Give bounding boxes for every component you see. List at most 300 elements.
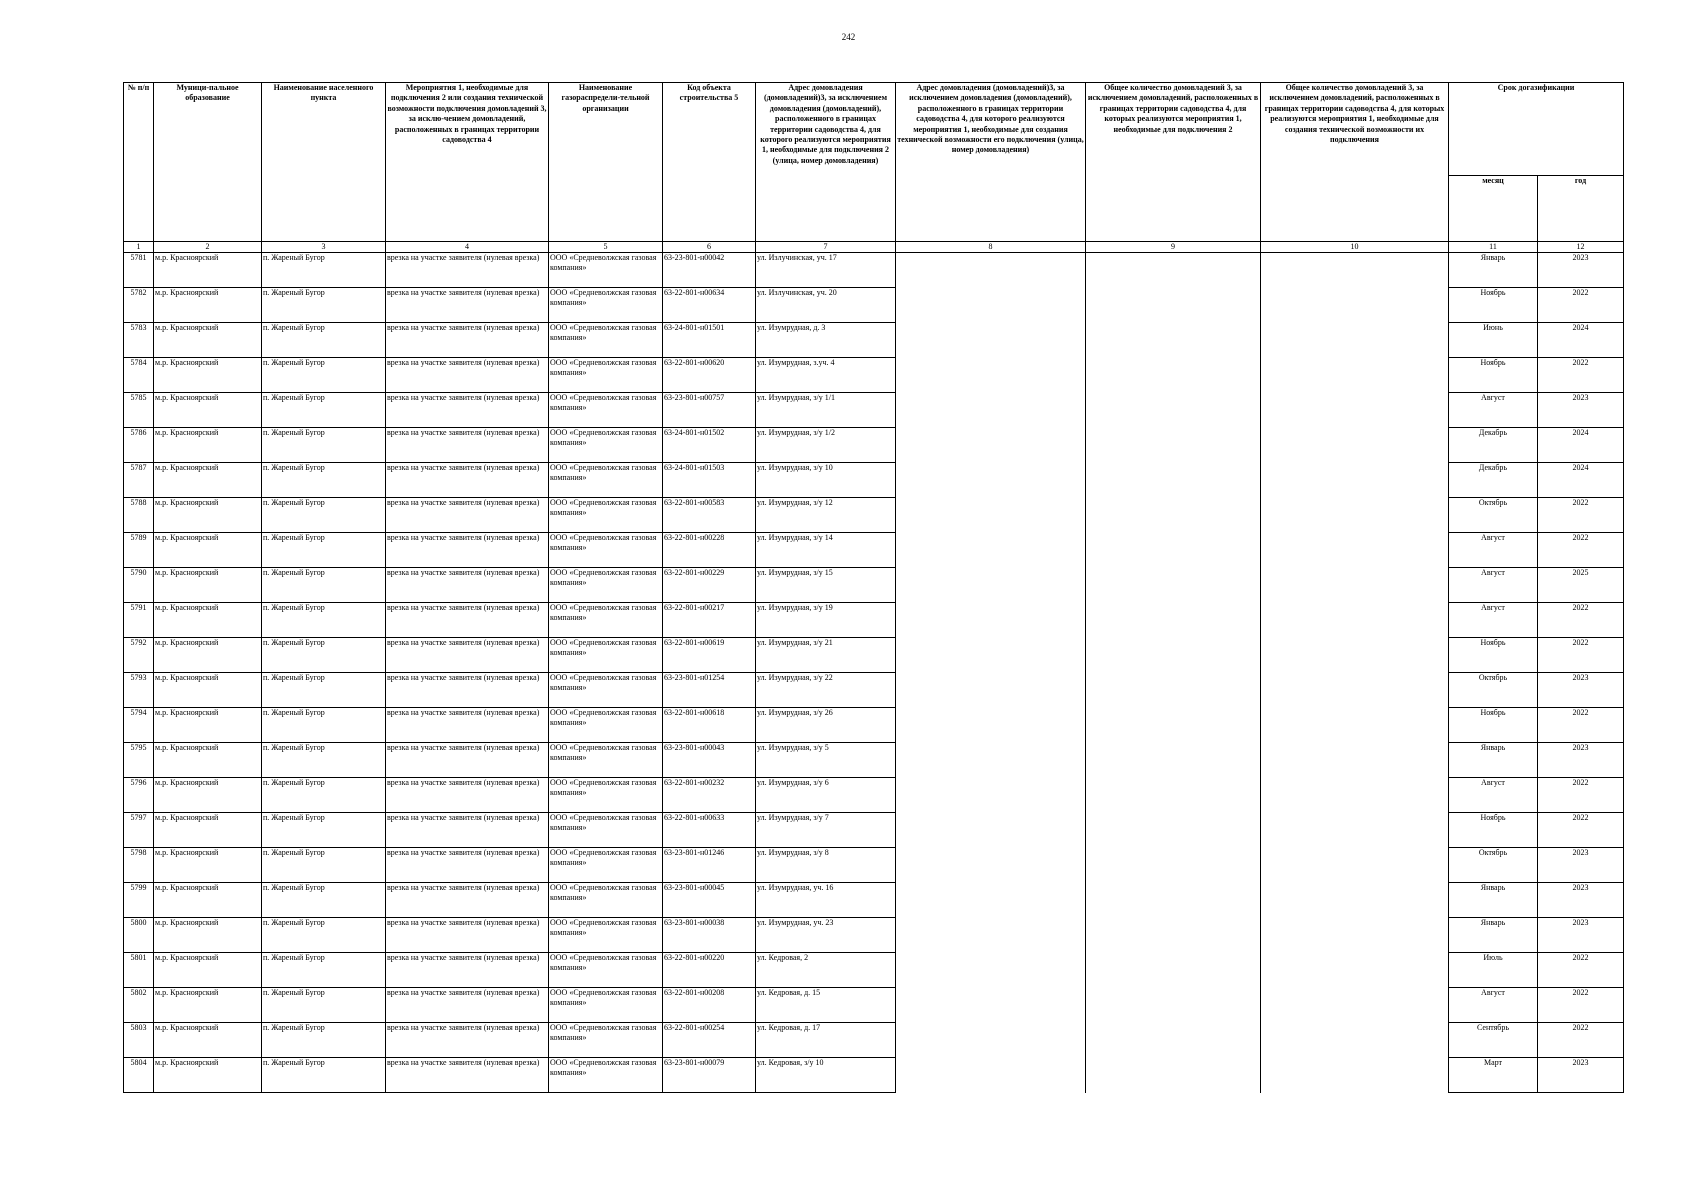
address-technical-cell bbox=[896, 463, 1086, 498]
address-technical-cell bbox=[896, 323, 1086, 358]
count-technical-cell bbox=[1261, 673, 1449, 708]
municipality-cell: м.р. Красноярский bbox=[154, 988, 262, 1023]
column-number: 1 bbox=[124, 242, 154, 253]
organization-cell: ООО «Средневолжская газовая компания» bbox=[549, 358, 663, 393]
settlement-cell: п. Жареный Бугор bbox=[262, 498, 386, 533]
year-cell: 2022 bbox=[1538, 953, 1624, 988]
page-number: 242 bbox=[841, 32, 856, 42]
count-technical-cell bbox=[1261, 778, 1449, 813]
month-cell: Август bbox=[1449, 393, 1538, 428]
municipality-cell: м.р. Красноярский bbox=[154, 603, 262, 638]
row-number: 5785 bbox=[124, 393, 154, 428]
count-connection-cell bbox=[1086, 498, 1261, 533]
settlement-cell: п. Жареный Бугор bbox=[262, 253, 386, 288]
settlement-cell: п. Жареный Бугор bbox=[262, 708, 386, 743]
measure-cell: врезка на участке заявителя (нулевая врезка) bbox=[386, 498, 549, 533]
count-technical-cell bbox=[1261, 533, 1449, 568]
count-technical-cell bbox=[1261, 253, 1449, 288]
count-technical-cell bbox=[1261, 428, 1449, 463]
object-code-cell: 63-22-801-н00229 bbox=[663, 568, 756, 603]
object-code-cell: 63-22-801-н00620 bbox=[663, 358, 756, 393]
row-number: 5781 bbox=[124, 253, 154, 288]
object-code-cell: 63-24-801-н01502 bbox=[663, 428, 756, 463]
settlement-cell: п. Жареный Бугор bbox=[262, 848, 386, 883]
row-number: 5786 bbox=[124, 428, 154, 463]
table-row bbox=[124, 918, 1624, 953]
table-row bbox=[124, 463, 1624, 498]
month-cell: Август bbox=[1449, 603, 1538, 638]
organization-cell: ООО «Средневолжская газовая компания» bbox=[549, 428, 663, 463]
count-connection-cell bbox=[1086, 568, 1261, 603]
year-cell: 2023 bbox=[1538, 743, 1624, 778]
row-number: 5803 bbox=[124, 1023, 154, 1058]
object-code-cell: 63-22-801-н00254 bbox=[663, 1023, 756, 1058]
organization-cell: ООО «Средневолжская газовая компания» bbox=[549, 953, 663, 988]
header-address-technical: Адрес домовладения (домовладений)3, за исключением домовладения (домовладений), расположенного в границах территории садоводства 4, для которого реализуются мероприятия 1, необходимые для создания технической возможности его подключения (улица, номер домовладения) bbox=[896, 83, 1086, 242]
object-code-cell: 63-24-801-н01501 bbox=[663, 323, 756, 358]
row-number: 5793 bbox=[124, 673, 154, 708]
count-connection-cell bbox=[1086, 288, 1261, 323]
row-number: 5790 bbox=[124, 568, 154, 603]
settlement-cell: п. Жареный Бугор bbox=[262, 463, 386, 498]
municipality-cell: м.р. Красноярский bbox=[154, 918, 262, 953]
measure-cell: врезка на участке заявителя (нулевая врезка) bbox=[386, 778, 549, 813]
column-number: 2 bbox=[154, 242, 262, 253]
measure-cell: врезка на участке заявителя (нулевая врезка) bbox=[386, 358, 549, 393]
measure-cell: врезка на участке заявителя (нулевая врезка) bbox=[386, 953, 549, 988]
address-cell: ул. Изумрудная, з/у 14 bbox=[756, 533, 896, 568]
count-connection-cell bbox=[1086, 323, 1261, 358]
column-number: 7 bbox=[756, 242, 896, 253]
organization-cell: ООО «Средневолжская газовая компания» bbox=[549, 498, 663, 533]
address-cell: ул. Изумрудная, з/у 15 bbox=[756, 568, 896, 603]
settlement-cell: п. Жареный Бугор bbox=[262, 323, 386, 358]
column-number: 6 bbox=[663, 242, 756, 253]
row-number: 5794 bbox=[124, 708, 154, 743]
table-row bbox=[124, 393, 1624, 428]
object-code-cell: 63-23-801-н00757 bbox=[663, 393, 756, 428]
count-connection-cell bbox=[1086, 988, 1261, 1023]
month-cell: Ноябрь bbox=[1449, 288, 1538, 323]
object-code-cell: 63-22-801-н00583 bbox=[663, 498, 756, 533]
object-code-cell: 63-22-801-н00232 bbox=[663, 778, 756, 813]
municipality-cell: м.р. Красноярский bbox=[154, 393, 262, 428]
address-technical-cell bbox=[896, 918, 1086, 953]
municipality-cell: м.р. Красноярский bbox=[154, 813, 262, 848]
year-cell: 2024 bbox=[1538, 428, 1624, 463]
address-cell: ул. Изумрудная, з/у 1/1 bbox=[756, 393, 896, 428]
address-technical-cell bbox=[896, 848, 1086, 883]
address-cell: ул. Изумрудная, з/у 26 bbox=[756, 708, 896, 743]
organization-cell: ООО «Средневолжская газовая компания» bbox=[549, 883, 663, 918]
settlement-cell: п. Жареный Бугор bbox=[262, 428, 386, 463]
object-code-cell: 63-22-801-н00217 bbox=[663, 603, 756, 638]
object-code-cell: 63-23-801-н01246 bbox=[663, 848, 756, 883]
year-cell: 2022 bbox=[1538, 288, 1624, 323]
object-code-cell: 63-22-801-н00619 bbox=[663, 638, 756, 673]
organization-cell: ООО «Средневолжская газовая компания» bbox=[549, 288, 663, 323]
address-technical-cell bbox=[896, 1023, 1086, 1058]
row-number: 5784 bbox=[124, 358, 154, 393]
count-connection-cell bbox=[1086, 393, 1261, 428]
measure-cell: врезка на участке заявителя (нулевая врезка) bbox=[386, 743, 549, 778]
month-cell: Сентябрь bbox=[1449, 1023, 1538, 1058]
month-cell: Ноябрь bbox=[1449, 813, 1538, 848]
object-code-cell: 63-22-801-н00228 bbox=[663, 533, 756, 568]
address-technical-cell bbox=[896, 288, 1086, 323]
settlement-cell: п. Жареный Бугор bbox=[262, 288, 386, 323]
count-connection-cell bbox=[1086, 813, 1261, 848]
table-row bbox=[124, 288, 1624, 323]
header-address-connection: Адрес домовладения (домовладений)3, за исключением домовладения (домовладений), расположенного в границах территории садоводства 4, для которого реализуются мероприятия 1, необходимые для подключения 2 (улица, номер домовладения) bbox=[756, 83, 896, 242]
count-technical-cell bbox=[1261, 848, 1449, 883]
measure-cell: врезка на участке заявителя (нулевая врезка) bbox=[386, 918, 549, 953]
month-cell: Март bbox=[1449, 1058, 1538, 1093]
column-number: 4 bbox=[386, 242, 549, 253]
column-number: 9 bbox=[1086, 242, 1261, 253]
row-number: 5788 bbox=[124, 498, 154, 533]
address-cell: ул. Изумрудная, з/у 22 bbox=[756, 673, 896, 708]
row-number: 5804 bbox=[124, 1058, 154, 1093]
organization-cell: ООО «Средневолжская газовая компания» bbox=[549, 988, 663, 1023]
year-cell: 2022 bbox=[1538, 358, 1624, 393]
measure-cell: врезка на участке заявителя (нулевая врезка) bbox=[386, 323, 549, 358]
measure-cell: врезка на участке заявителя (нулевая врезка) bbox=[386, 988, 549, 1023]
municipality-cell: м.р. Красноярский bbox=[154, 253, 262, 288]
month-cell: Ноябрь bbox=[1449, 638, 1538, 673]
address-cell: ул. Изумрудная, з.уч. 4 bbox=[756, 358, 896, 393]
count-technical-cell bbox=[1261, 1023, 1449, 1058]
month-cell: Июль bbox=[1449, 953, 1538, 988]
address-technical-cell bbox=[896, 498, 1086, 533]
count-technical-cell bbox=[1261, 393, 1449, 428]
count-connection-cell bbox=[1086, 918, 1261, 953]
year-cell: 2023 bbox=[1538, 848, 1624, 883]
column-number: 3 bbox=[262, 242, 386, 253]
year-cell: 2023 bbox=[1538, 393, 1624, 428]
column-number: 10 bbox=[1261, 242, 1449, 253]
address-cell: ул. Кедровая, з/у 10 bbox=[756, 1058, 896, 1093]
row-number: 5783 bbox=[124, 323, 154, 358]
year-cell: 2022 bbox=[1538, 533, 1624, 568]
table-row bbox=[124, 498, 1624, 533]
table-row bbox=[124, 673, 1624, 708]
address-technical-cell bbox=[896, 953, 1086, 988]
municipality-cell: м.р. Красноярский bbox=[154, 1023, 262, 1058]
count-technical-cell bbox=[1261, 743, 1449, 778]
settlement-cell: п. Жареный Бугор bbox=[262, 743, 386, 778]
count-connection-cell bbox=[1086, 603, 1261, 638]
address-cell: ул. Кедровая, д. 17 bbox=[756, 1023, 896, 1058]
row-number: 5787 bbox=[124, 463, 154, 498]
year-cell: 2022 bbox=[1538, 778, 1624, 813]
measure-cell: врезка на участке заявителя (нулевая врезка) bbox=[386, 393, 549, 428]
count-connection-cell bbox=[1086, 848, 1261, 883]
row-number: 5782 bbox=[124, 288, 154, 323]
address-technical-cell bbox=[896, 533, 1086, 568]
count-connection-cell bbox=[1086, 253, 1261, 288]
count-connection-cell bbox=[1086, 883, 1261, 918]
count-technical-cell bbox=[1261, 813, 1449, 848]
address-cell: ул. Изумрудная, з/у 19 bbox=[756, 603, 896, 638]
organization-cell: ООО «Средневолжская газовая компания» bbox=[549, 393, 663, 428]
settlement-cell: п. Жареный Бугор bbox=[262, 988, 386, 1023]
address-cell: ул. Изумрудная, уч. 16 bbox=[756, 883, 896, 918]
measure-cell: врезка на участке заявителя (нулевая врезка) bbox=[386, 638, 549, 673]
object-code-cell: 63-22-801-н00208 bbox=[663, 988, 756, 1023]
municipality-cell: м.р. Красноярский bbox=[154, 288, 262, 323]
address-technical-cell bbox=[896, 568, 1086, 603]
address-technical-cell bbox=[896, 428, 1086, 463]
year-cell: 2022 bbox=[1538, 1023, 1624, 1058]
measure-cell: врезка на участке заявителя (нулевая врезка) bbox=[386, 463, 549, 498]
settlement-cell: п. Жареный Бугор bbox=[262, 778, 386, 813]
address-cell: ул. Изумрудная, з/у 6 bbox=[756, 778, 896, 813]
municipality-cell: м.р. Красноярский bbox=[154, 708, 262, 743]
month-cell: Октябрь bbox=[1449, 498, 1538, 533]
organization-cell: ООО «Средневолжская газовая компания» bbox=[549, 1023, 663, 1058]
year-cell: 2023 bbox=[1538, 673, 1624, 708]
year-cell: 2022 bbox=[1538, 813, 1624, 848]
municipality-cell: м.р. Красноярский bbox=[154, 953, 262, 988]
measure-cell: врезка на участке заявителя (нулевая врезка) bbox=[386, 253, 549, 288]
measure-cell: врезка на участке заявителя (нулевая врезка) bbox=[386, 848, 549, 883]
organization-cell: ООО «Средневолжская газовая компания» bbox=[549, 708, 663, 743]
settlement-cell: п. Жареный Бугор bbox=[262, 568, 386, 603]
table-row bbox=[124, 533, 1624, 568]
count-technical-cell bbox=[1261, 358, 1449, 393]
column-number: 11 bbox=[1449, 242, 1538, 253]
count-connection-cell bbox=[1086, 533, 1261, 568]
header-count-connection: Общее количество домовладений 3, за исключением домовладений, расположенных в границах территории садоводства 4, для которых реализуются мероприятия 1, необходимые для подключения 2 bbox=[1086, 83, 1261, 242]
address-technical-cell bbox=[896, 673, 1086, 708]
count-technical-cell bbox=[1261, 1058, 1449, 1093]
year-cell: 2023 bbox=[1538, 253, 1624, 288]
header-municipality: Муници-пальное образование bbox=[154, 83, 262, 242]
table-row bbox=[124, 638, 1624, 673]
municipality-cell: м.р. Красноярский bbox=[154, 498, 262, 533]
count-connection-cell bbox=[1086, 1023, 1261, 1058]
settlement-cell: п. Жареный Бугор bbox=[262, 358, 386, 393]
count-technical-cell bbox=[1261, 498, 1449, 533]
header-organization: Наименование газораспредели-тельной организации bbox=[549, 83, 663, 242]
month-cell: Декабрь bbox=[1449, 428, 1538, 463]
month-cell: Июнь bbox=[1449, 323, 1538, 358]
address-cell: ул. Излучинская, уч. 17 bbox=[756, 253, 896, 288]
row-number: 5801 bbox=[124, 953, 154, 988]
count-connection-cell bbox=[1086, 953, 1261, 988]
address-technical-cell bbox=[896, 638, 1086, 673]
municipality-cell: м.р. Красноярский bbox=[154, 358, 262, 393]
organization-cell: ООО «Средневолжская газовая компания» bbox=[549, 918, 663, 953]
month-cell: Август bbox=[1449, 533, 1538, 568]
row-number: 5791 bbox=[124, 603, 154, 638]
organization-cell: ООО «Средневолжская газовая компания» bbox=[549, 568, 663, 603]
count-technical-cell bbox=[1261, 918, 1449, 953]
row-number: 5797 bbox=[124, 813, 154, 848]
address-cell: ул. Кедровая, 2 bbox=[756, 953, 896, 988]
municipality-cell: м.р. Красноярский bbox=[154, 323, 262, 358]
address-technical-cell bbox=[896, 1058, 1086, 1093]
row-number: 5789 bbox=[124, 533, 154, 568]
year-cell: 2024 bbox=[1538, 463, 1624, 498]
measure-cell: врезка на участке заявителя (нулевая врезка) bbox=[386, 288, 549, 323]
header-settlement: Наименование населенного пункта bbox=[262, 83, 386, 242]
year-cell: 2025 bbox=[1538, 568, 1624, 603]
address-cell: ул. Изумрудная, д. 3 bbox=[756, 323, 896, 358]
address-cell: ул. Излучинская, уч. 20 bbox=[756, 288, 896, 323]
organization-cell: ООО «Средневолжская газовая компания» bbox=[549, 463, 663, 498]
month-cell: Октябрь bbox=[1449, 673, 1538, 708]
object-code-cell: 63-23-801-н01254 bbox=[663, 673, 756, 708]
table-row bbox=[124, 988, 1624, 1023]
count-connection-cell bbox=[1086, 638, 1261, 673]
count-technical-cell bbox=[1261, 988, 1449, 1023]
settlement-cell: п. Жареный Бугор bbox=[262, 883, 386, 918]
organization-cell: ООО «Средневолжская газовая компания» bbox=[549, 778, 663, 813]
table-row bbox=[124, 883, 1624, 918]
address-cell: ул. Изумрудная, з/у 12 bbox=[756, 498, 896, 533]
count-technical-cell bbox=[1261, 883, 1449, 918]
year-cell: 2022 bbox=[1538, 638, 1624, 673]
month-cell: Август bbox=[1449, 778, 1538, 813]
measure-cell: врезка на участке заявителя (нулевая врезка) bbox=[386, 673, 549, 708]
table-body bbox=[124, 253, 1624, 1093]
organization-cell: ООО «Средневолжская газовая компания» bbox=[549, 848, 663, 883]
table-row bbox=[124, 1058, 1624, 1093]
count-technical-cell bbox=[1261, 288, 1449, 323]
table-row bbox=[124, 708, 1624, 743]
settlement-cell: п. Жареный Бугор bbox=[262, 1023, 386, 1058]
count-connection-cell bbox=[1086, 708, 1261, 743]
count-connection-cell bbox=[1086, 778, 1261, 813]
measure-cell: врезка на участке заявителя (нулевая врезка) bbox=[386, 428, 549, 463]
organization-cell: ООО «Средневолжская газовая компания» bbox=[549, 813, 663, 848]
month-cell: Январь bbox=[1449, 253, 1538, 288]
municipality-cell: м.р. Красноярский bbox=[154, 568, 262, 603]
settlement-cell: п. Жареный Бугор bbox=[262, 603, 386, 638]
address-technical-cell bbox=[896, 393, 1086, 428]
table-row bbox=[124, 358, 1624, 393]
municipality-cell: м.р. Красноярский bbox=[154, 848, 262, 883]
column-number: 12 bbox=[1538, 242, 1624, 253]
address-cell: ул. Изумрудная, з/у 5 bbox=[756, 743, 896, 778]
header-year: год bbox=[1538, 176, 1624, 242]
address-cell: ул. Изумрудная, з/у 10 bbox=[756, 463, 896, 498]
organization-cell: ООО «Средневолжская газовая компания» bbox=[549, 253, 663, 288]
organization-cell: ООО «Средневолжская газовая компания» bbox=[549, 638, 663, 673]
table-row bbox=[124, 953, 1624, 988]
municipality-cell: м.р. Красноярский bbox=[154, 428, 262, 463]
object-code-cell: 63-22-801-н00634 bbox=[663, 288, 756, 323]
count-technical-cell bbox=[1261, 953, 1449, 988]
address-technical-cell bbox=[896, 253, 1086, 288]
municipality-cell: м.р. Красноярский bbox=[154, 1058, 262, 1093]
organization-cell: ООО «Средневолжская газовая компания» bbox=[549, 743, 663, 778]
measure-cell: врезка на участке заявителя (нулевая врезка) bbox=[386, 533, 549, 568]
object-code-cell: 63-23-801-н00042 bbox=[663, 253, 756, 288]
month-cell: Ноябрь bbox=[1449, 358, 1538, 393]
count-technical-cell bbox=[1261, 638, 1449, 673]
object-code-cell: 63-24-801-н01503 bbox=[663, 463, 756, 498]
month-cell: Январь bbox=[1449, 918, 1538, 953]
object-code-cell: 63-23-801-н00038 bbox=[663, 918, 756, 953]
object-code-cell: 63-23-801-н00043 bbox=[663, 743, 756, 778]
month-cell: Август bbox=[1449, 568, 1538, 603]
count-technical-cell bbox=[1261, 708, 1449, 743]
organization-cell: ООО «Средневолжская газовая компания» bbox=[549, 603, 663, 638]
address-technical-cell bbox=[896, 358, 1086, 393]
row-number: 5799 bbox=[124, 883, 154, 918]
measure-cell: врезка на участке заявителя (нулевая врезка) bbox=[386, 568, 549, 603]
count-connection-cell bbox=[1086, 743, 1261, 778]
address-technical-cell bbox=[896, 708, 1086, 743]
row-number: 5796 bbox=[124, 778, 154, 813]
object-code-cell: 63-23-801-н00079 bbox=[663, 1058, 756, 1093]
address-technical-cell bbox=[896, 988, 1086, 1023]
municipality-cell: м.р. Красноярский bbox=[154, 673, 262, 708]
table-row bbox=[124, 428, 1624, 463]
gasification-table bbox=[123, 82, 1624, 1093]
address-technical-cell bbox=[896, 743, 1086, 778]
month-cell: Октябрь bbox=[1449, 848, 1538, 883]
municipality-cell: м.р. Красноярский bbox=[154, 638, 262, 673]
municipality-cell: м.р. Красноярский bbox=[154, 463, 262, 498]
settlement-cell: п. Жареный Бугор bbox=[262, 393, 386, 428]
year-cell: 2024 bbox=[1538, 323, 1624, 358]
table-row bbox=[124, 848, 1624, 883]
year-cell: 2023 bbox=[1538, 1058, 1624, 1093]
object-code-cell: 63-22-801-н00633 bbox=[663, 813, 756, 848]
address-technical-cell bbox=[896, 603, 1086, 638]
row-number: 5800 bbox=[124, 918, 154, 953]
count-connection-cell bbox=[1086, 1058, 1261, 1093]
year-cell: 2022 bbox=[1538, 988, 1624, 1023]
count-connection-cell bbox=[1086, 358, 1261, 393]
month-cell: Январь bbox=[1449, 883, 1538, 918]
header-object-code: Код объекта строительства 5 bbox=[663, 83, 756, 242]
address-cell: ул. Изумрудная, уч. 23 bbox=[756, 918, 896, 953]
header-count-technical: Общее количество домовладений 3, за исключением домовладений, расположенных в границах территории садоводства 4, для которых реализуются мероприятия 1, необходимые для создания технической возможности их подключения bbox=[1261, 83, 1449, 242]
address-technical-cell bbox=[896, 778, 1086, 813]
count-connection-cell bbox=[1086, 673, 1261, 708]
settlement-cell: п. Жареный Бугор bbox=[262, 1058, 386, 1093]
address-cell: ул. Изумрудная, з/у 8 bbox=[756, 848, 896, 883]
count-technical-cell bbox=[1261, 323, 1449, 358]
address-cell: ул. Изумрудная, з/у 1/2 bbox=[756, 428, 896, 463]
column-number: 8 bbox=[896, 242, 1086, 253]
year-cell: 2022 bbox=[1538, 708, 1624, 743]
object-code-cell: 63-22-801-н00220 bbox=[663, 953, 756, 988]
address-technical-cell bbox=[896, 883, 1086, 918]
measure-cell: врезка на участке заявителя (нулевая врезка) bbox=[386, 603, 549, 638]
settlement-cell: п. Жареный Бугор bbox=[262, 673, 386, 708]
settlement-cell: п. Жареный Бугор bbox=[262, 918, 386, 953]
count-technical-cell bbox=[1261, 568, 1449, 603]
object-code-cell: 63-23-801-н00045 bbox=[663, 883, 756, 918]
header-deadline: Срок догазификации bbox=[1449, 83, 1624, 176]
year-cell: 2022 bbox=[1538, 603, 1624, 638]
address-cell: ул. Кедровая, д. 15 bbox=[756, 988, 896, 1023]
measure-cell: врезка на участке заявителя (нулевая врезка) bbox=[386, 1058, 549, 1093]
municipality-cell: м.р. Красноярский bbox=[154, 533, 262, 568]
measure-cell: врезка на участке заявителя (нулевая врезка) bbox=[386, 813, 549, 848]
column-number: 5 bbox=[549, 242, 663, 253]
month-cell: Декабрь bbox=[1449, 463, 1538, 498]
measure-cell: врезка на участке заявителя (нулевая врезка) bbox=[386, 708, 549, 743]
table-row bbox=[124, 743, 1624, 778]
address-cell: ул. Изумрудная, з/у 7 bbox=[756, 813, 896, 848]
